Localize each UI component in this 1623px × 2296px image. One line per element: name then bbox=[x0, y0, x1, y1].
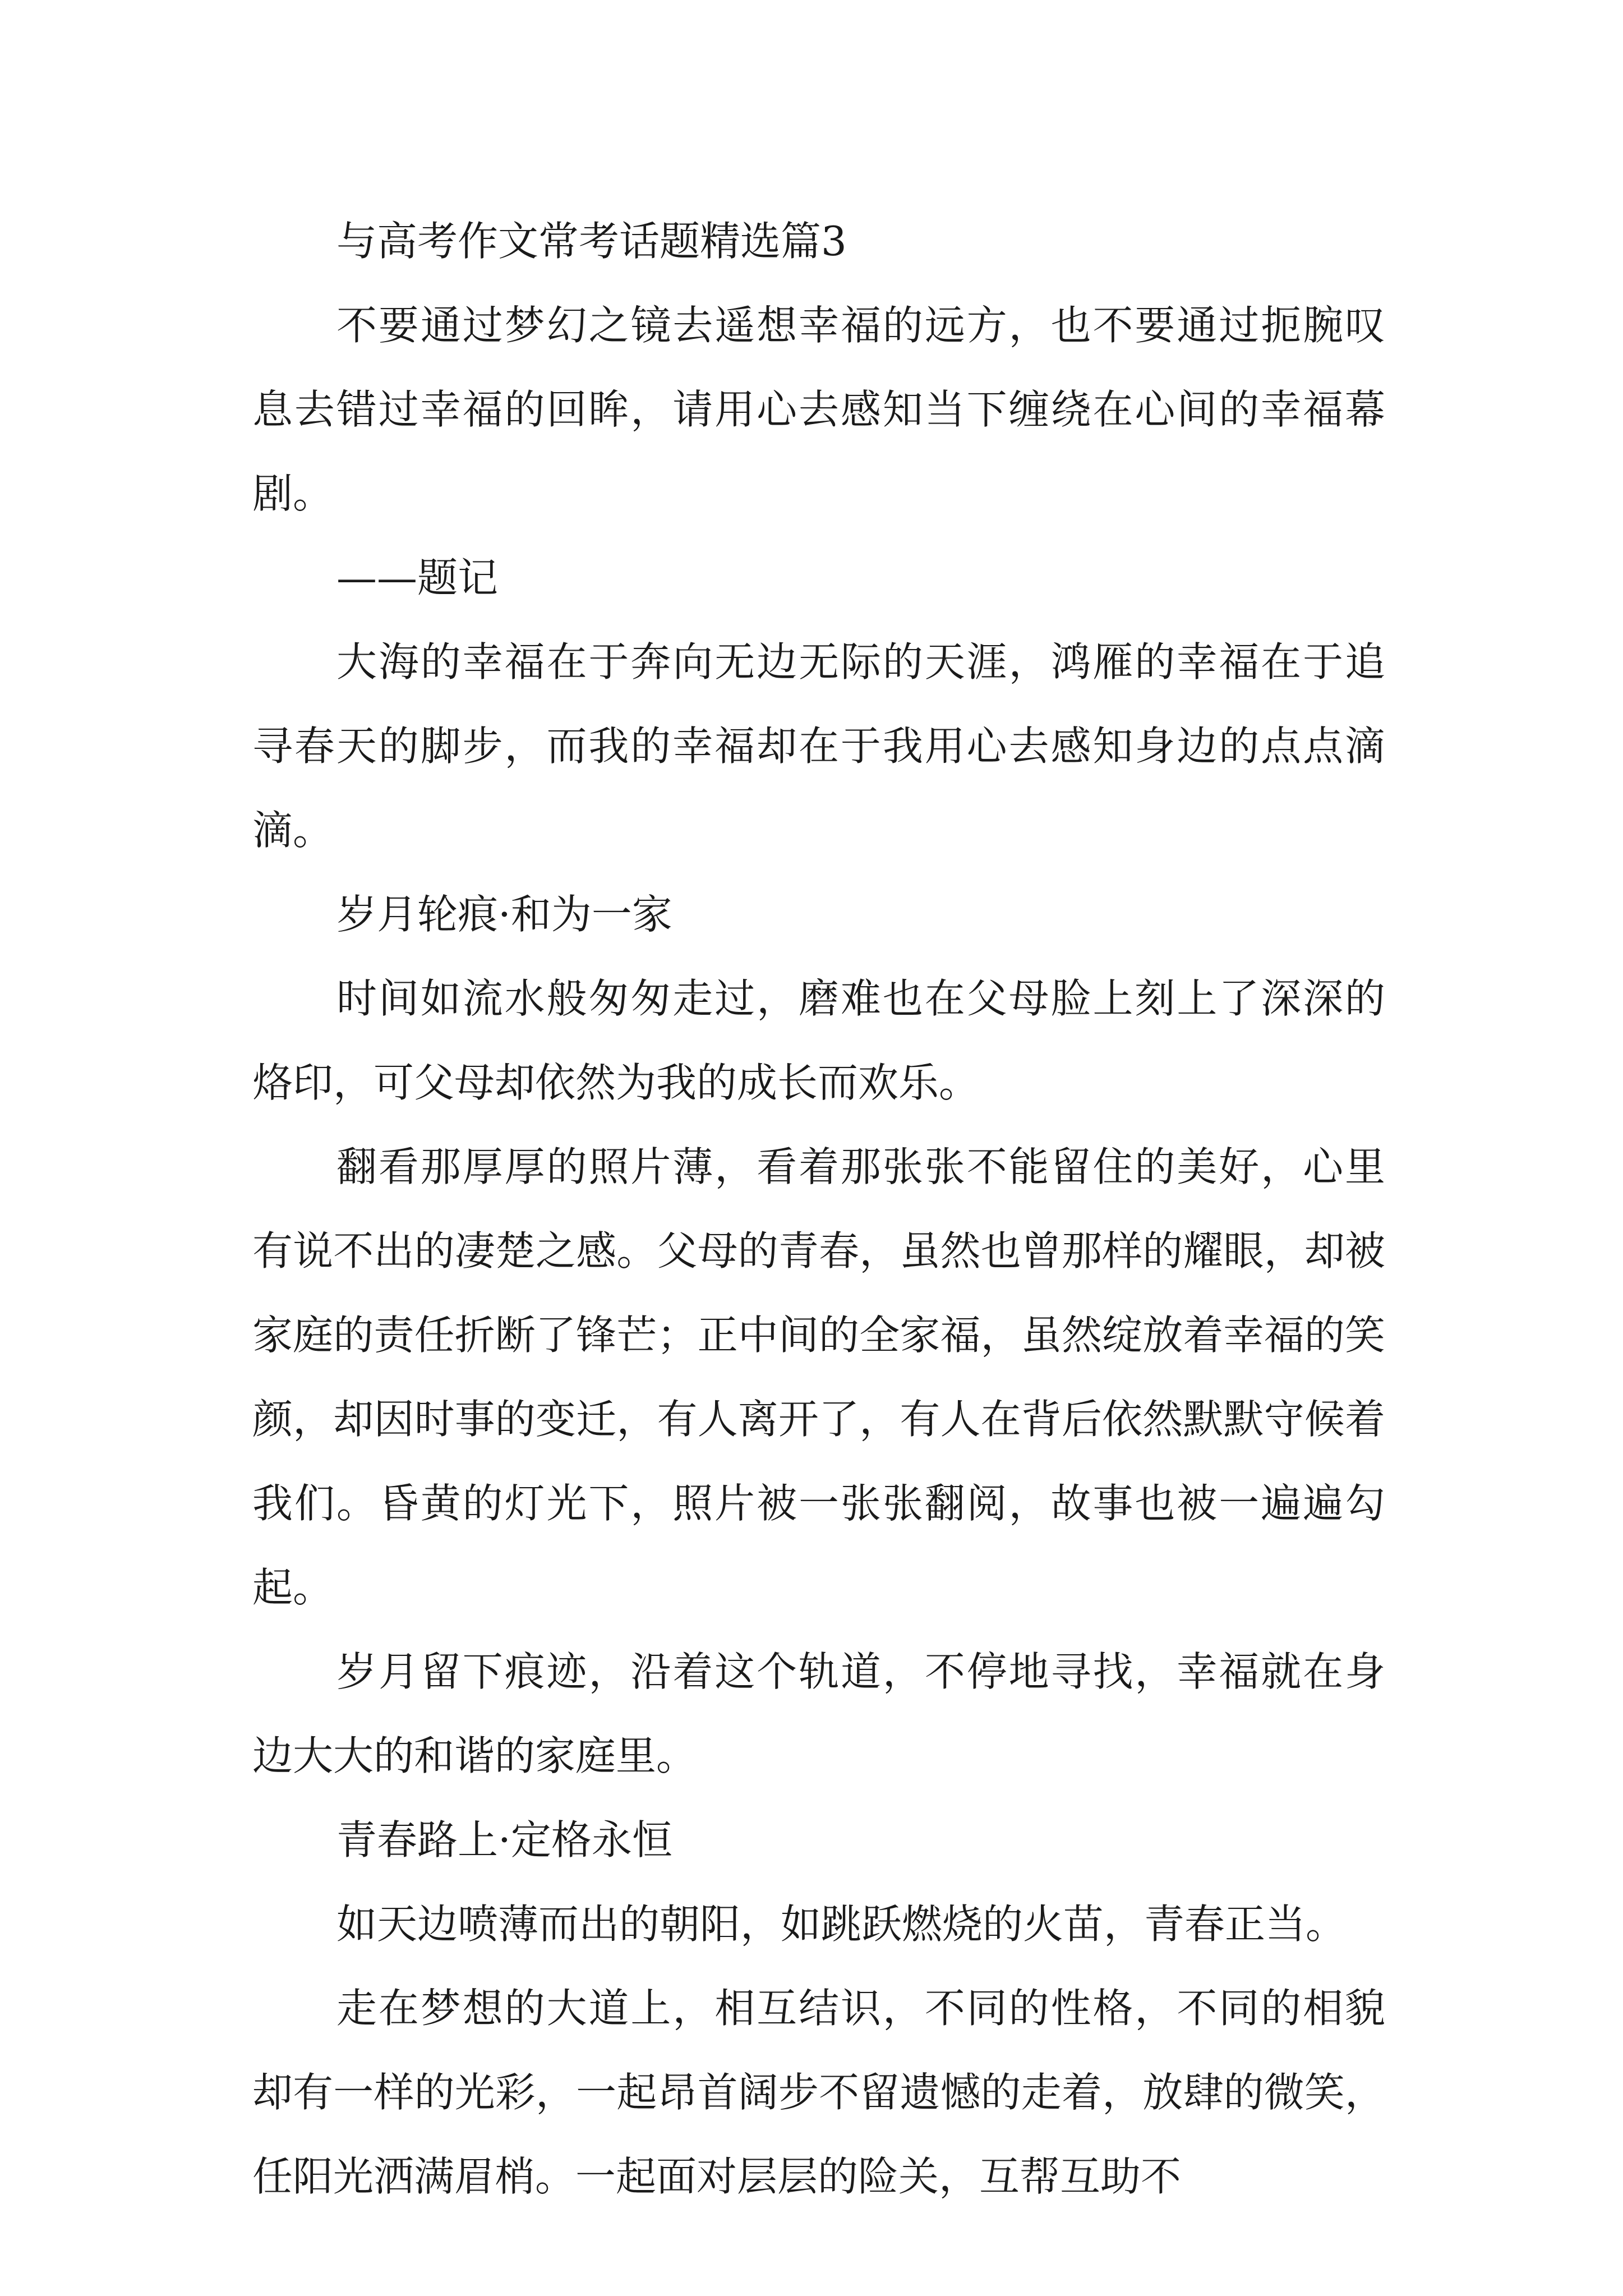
epigraph-paragraph: 不要通过梦幻之镜去遥想幸福的远方，也不要通过扼腕叹息去错过幸福的回眸，请用心去感知当下缠绕在心间的幸福幕剧。 bbox=[252, 302, 1385, 517]
section-heading-youth: 青春路上·定格永恒 bbox=[336, 1816, 672, 1864]
section-heading-family: 岁月轮痕·和为一家 bbox=[336, 891, 672, 938]
body-paragraph: 如天边喷薄而出的朝阳，如跳跃燃烧的火苗，青春正当。 bbox=[336, 1901, 1347, 1948]
body-paragraph: 翻看那厚厚的照片薄，看着那张张不能留住的美好，心里有说不出的凄楚之感。父母的青春，虽然也曾那样的耀眼，却被家庭的责任折断了锋芒；正中间的全家福，虽然绽放着幸福的笑颜，却因时事的变迁，有人离开了，有人在背后依然默默守候着我们。昏黄的灯光下，照片被一张张翻阅，故事也被一遍遍勾起。 bbox=[252, 1143, 1385, 1611]
epigraph-attribution: ——题记 bbox=[336, 554, 499, 601]
essay-title: 与高考作文常考话题精选篇3 bbox=[336, 218, 847, 265]
document-body bbox=[252, 199, 1385, 2219]
body-paragraph: 岁月留下痕迹，沿着这个轨道，不停地寻找，幸福就在身边大大的和谐的家庭里。 bbox=[252, 1648, 1385, 1779]
body-paragraph: 走在梦想的大道上，相互结识，不同的性格，不同的相貌却有一样的光彩，一起昂首阔步不留遗憾的走着，放肆的微笑，任阳光洒满眉梢。一起面对层层的险关，互帮互助不 bbox=[252, 1985, 1385, 2200]
intro-paragraph: 大海的幸福在于奔向无边无际的天涯，鸿雁的幸福在于追寻春天的脚步，而我的幸福却在于我用心去感知身边的点点滴滴。 bbox=[252, 638, 1385, 854]
body-paragraph: 时间如流水般匆匆走过，磨难也在父母脸上刻上了深深的烙印，可父母却依然为我的成长而欢乐。 bbox=[252, 975, 1385, 1106]
